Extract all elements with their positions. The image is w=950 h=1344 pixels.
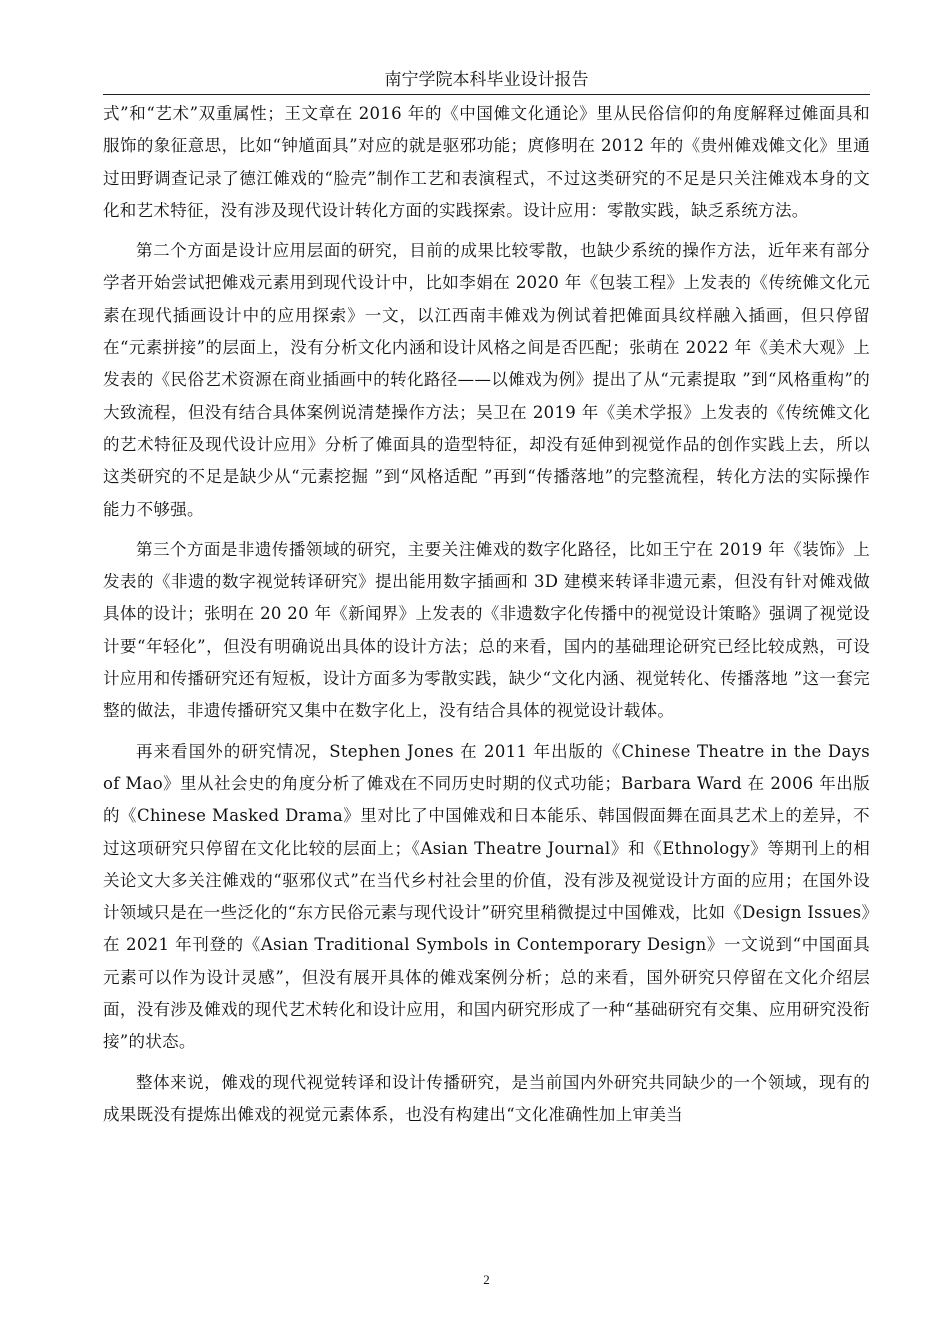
paragraph-summary: 整体来说，傩戏的现代视觉转译和设计传播研究，是当前国内外研究共同缺少的一个领域，现有的成果既没有提炼出傩戏的视觉元素体系，也没有构建出“文化准确性加上审美当 bbox=[103, 1072, 870, 1124]
body-text bbox=[103, 98, 870, 1139]
page-number: 2 bbox=[483, 1272, 490, 1287]
paragraph-heritage-communication: 第三个方面是非遗传播领域的研究，主要关注傩戏的数字化路径，比如王宁在 2019 年《装饰》上发表的《非遗的数字视觉转译研究》提出能用数字插画和 3D 建模来转译非遗元素，但没有针对傩戏做具体的设计；张明在 20 20 年《新闻界》上发表的《非遗数字化传播中的视觉设计策略》强调了视觉设计要“年轻化”，但没有明确说出具体的设计方法；总的来看，国内的基础理论研究已经比较成熟，可设计应用和传播研究还有短板，设计方面多为零散实践，缺少“文化内涵、视觉转化、传播落地 ”这一套完整的做法，非遗传播研究又集中在数字化上，没有结合具体的视觉设计载体。 bbox=[103, 539, 870, 721]
paragraph-foreign-research: 再来看国外的研究情况，Stephen Jones 在 2011 年出版的《Chinese Theatre in the Days of Mao》里从社会史的角度分析了傩戏在不同历史时期的仪式功能；Barbara Ward 在 2006 年出版的《Chinese Masked Drama》里对比了中国傩戏和日本能乐、韩国假面舞在面具艺术上的差异，不过这项研究只停留在文化比较的层面上；《Asian Theatre Journal》和《Ethnology》等期刊上的相关论文大多关注傩戏的“驱邪仪式”在当代乡村社会里的价值，没有涉及视觉设计方面的应用；在国外设计领域只是在一些泛化的“东方民俗元素与现代设计”研究里稍微提过中国傩戏，比如《Design Issues》在 2021 年刊登的《Asian Traditional Symbols in Contemporary Design》一文说到“中国面具元素可以作为设计灵感”，但没有展开具体的傩戏案例分析；总的来看，国外研究只停留在文化介绍层面，没有涉及傩戏的现代艺术转化和设计应用，和国内研究形成了一种“基础研究有交集、应用研究没衔接”的状态。 bbox=[103, 741, 871, 1052]
header-divider bbox=[103, 94, 870, 95]
paragraph-continued: 式”和“艺术”双重属性；王文章在 2016 年的《中国傩文化通论》里从民俗信仰的角度解释过傩面具和服饰的象征意思，比如“钟馗面具”对应的就是驱邪功能；庹修明在 2012 年的《贵州傩戏傩文化》里通过田野调查记录了德江傩戏的“脸壳”制作工艺和表演程式，不过这类研究的不足是只关注傩戏本身的文化和艺术特征，没有涉及现代设计转化方面的实践探索。设计应用：零散实践，缺乏系统方法。 bbox=[103, 104, 870, 220]
page-header-title: 南宁学院本科毕业设计报告 bbox=[384, 70, 589, 90]
paragraph-design-application: 第二个方面是设计应用层面的研究，目前的成果比较零散，也缺少系统的操作方法，近年来有部分学者开始尝试把傩戏元素用到现代设计中，比如李娟在 2020 年《包装工程》上发表的《传统傩文化元素在现代插画设计中的应用探索》一文，以江西南丰傩戏为例试着把傩面具纹样融入插画，但只停留在“元素拼接”的层面上，没有分析文化内涵和设计风格之间是否匹配；张萌在 2022 年《美术大观》上发表的《民俗艺术资源在商业插画中的转化路径——以傩戏为例》提出了从“元素提取 ”到“风格重构”的大致流程，但没有结合具体案例说清楚操作方法；吴卫在 2019 年《美术学报》上发表的《传统傩文化的艺术特征及现代设计应用》分析了傩面具的造型特征，却没有延伸到视觉作品的创作实践上去，所以这类研究的不足是缺少从“元素挖掘 ”到“风格适配 ”再到“传播落地”的完整流程，转化方法的实际操作能力不够强。 bbox=[103, 241, 870, 519]
